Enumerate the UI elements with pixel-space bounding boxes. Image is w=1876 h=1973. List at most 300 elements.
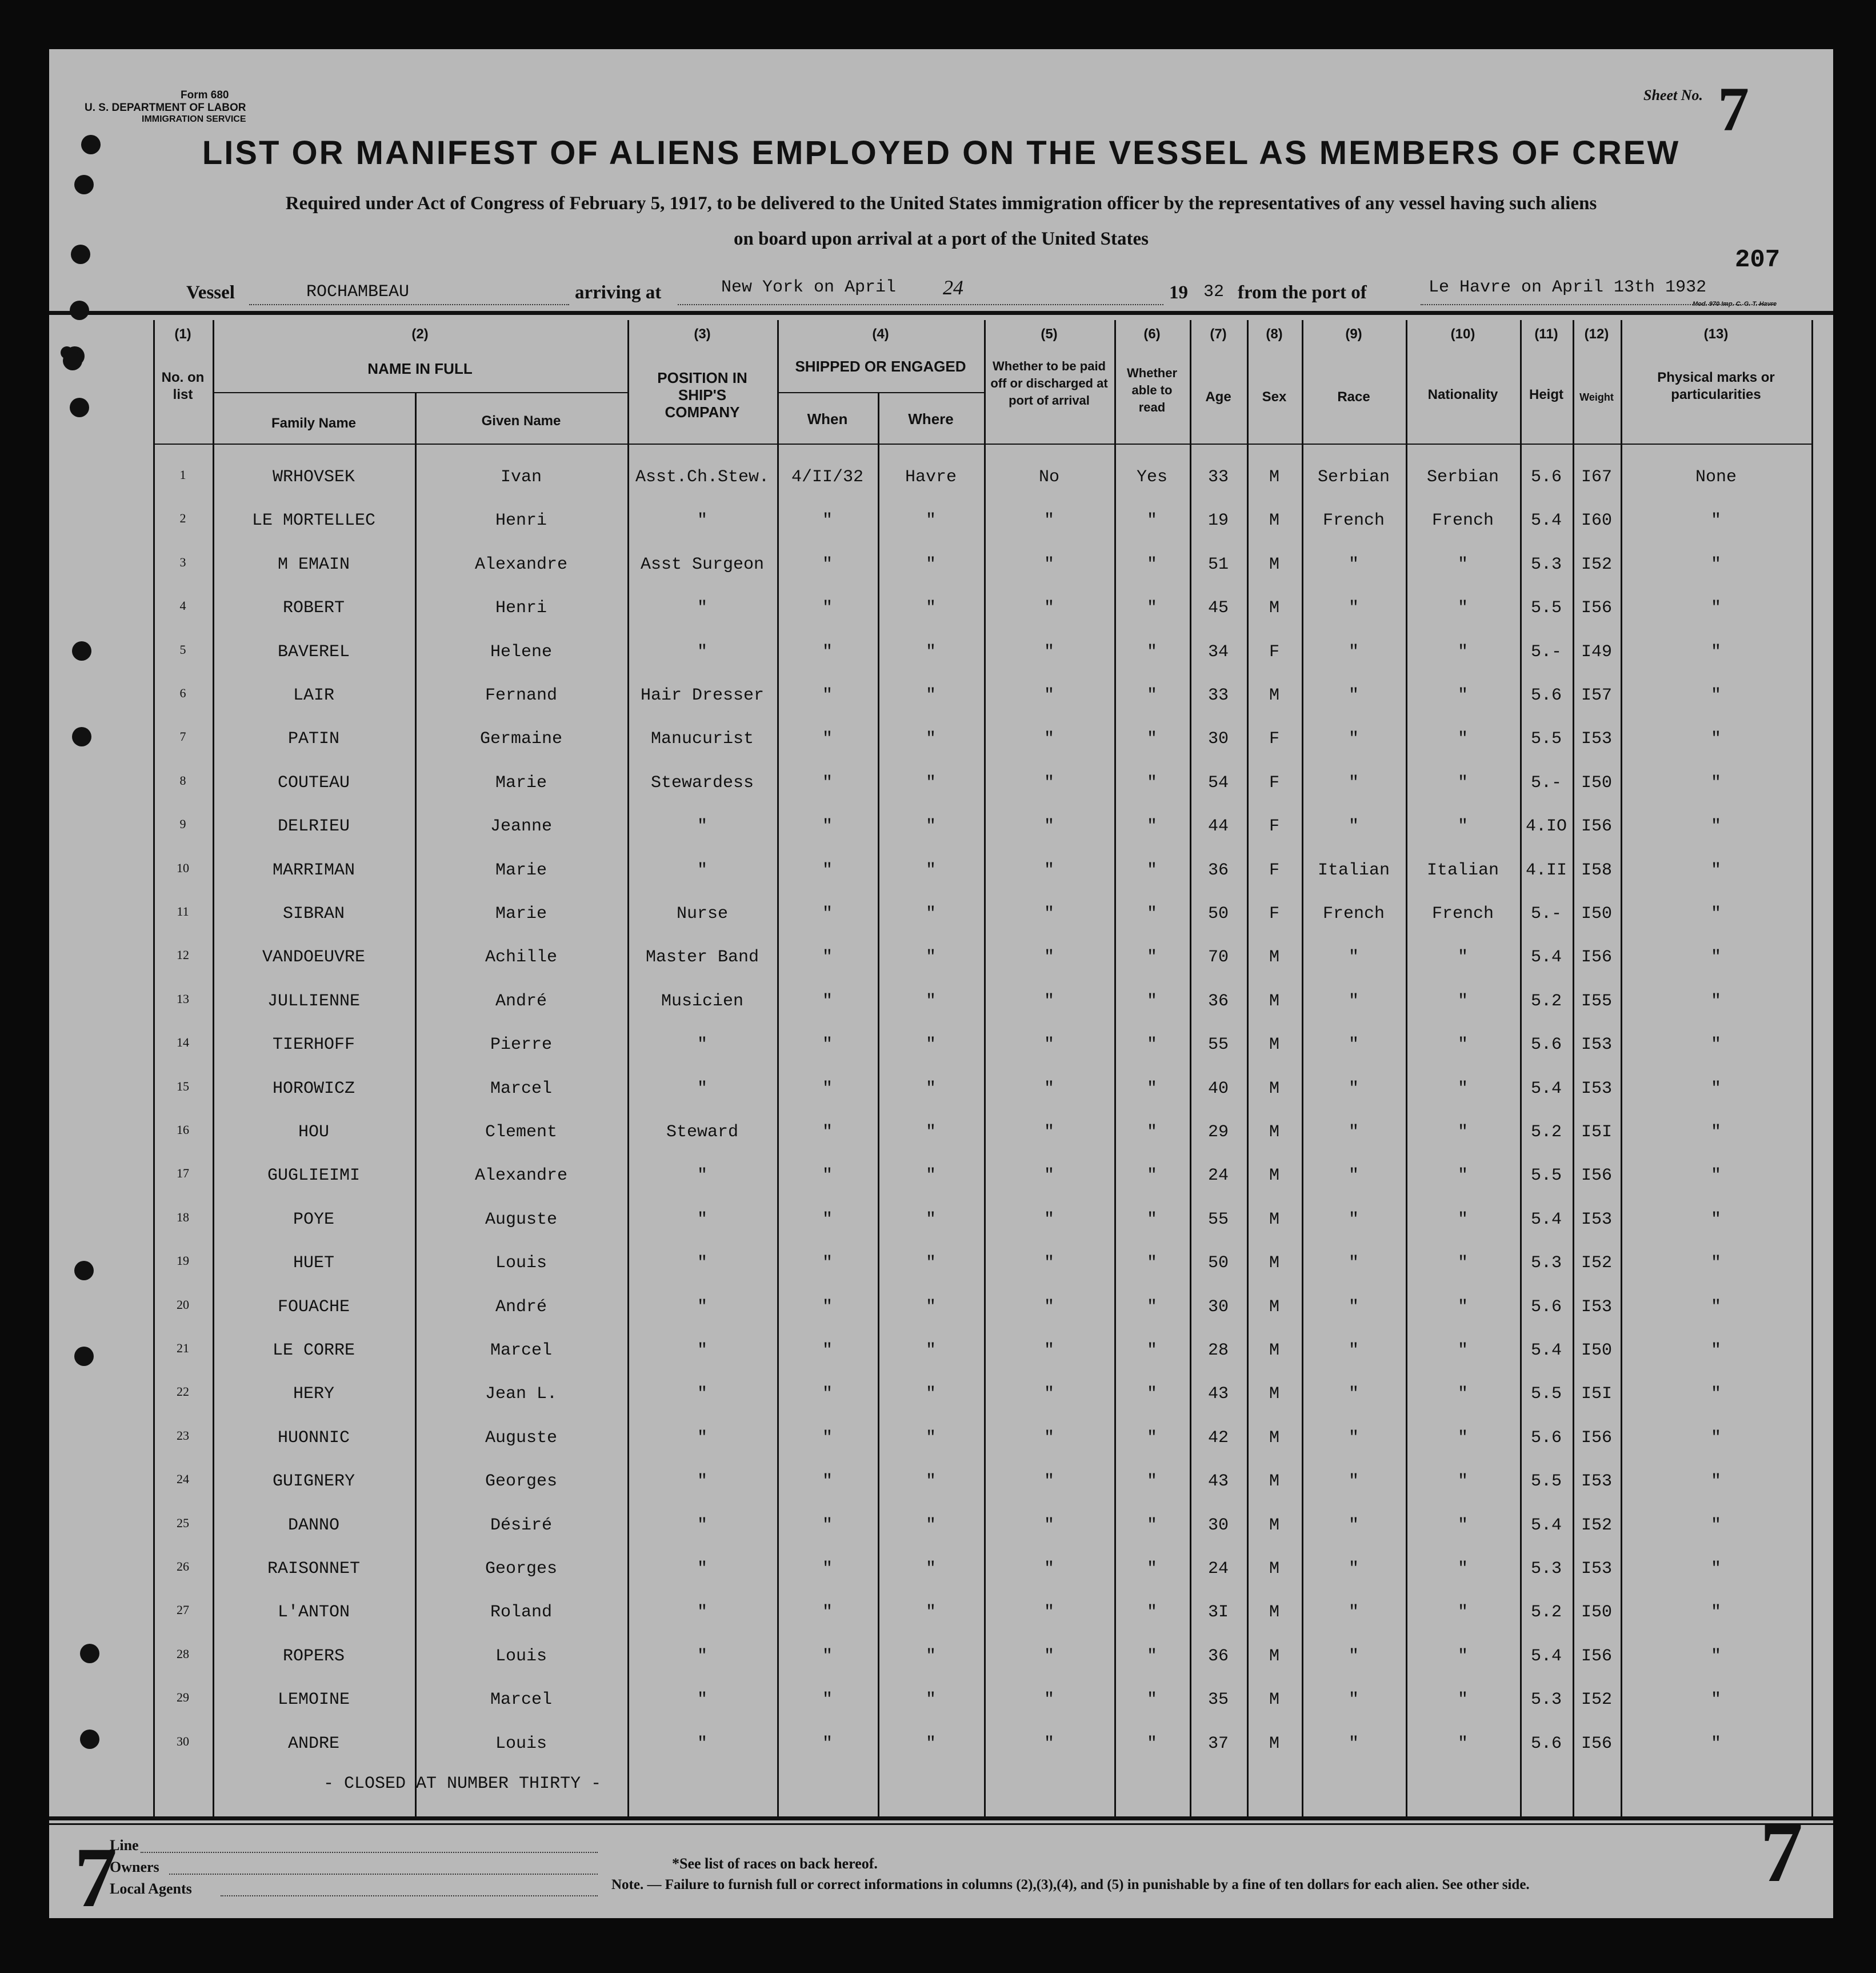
cell-paid-off: " [1043, 1559, 1054, 1579]
cell-weight: I56 [1581, 948, 1612, 968]
cell-physical-marks: " [1710, 991, 1721, 1011]
cell-able-to-read: " [1146, 1603, 1157, 1623]
cell-race: " [1348, 1166, 1359, 1186]
cell-given-name: Roland [490, 1603, 553, 1623]
cell-nationality: " [1457, 642, 1468, 662]
cell-age: 45 [1207, 598, 1229, 618]
cell-weight: I53 [1581, 1472, 1612, 1492]
cell-given-name: Georges [485, 1559, 558, 1579]
cell-physical-marks: " [1710, 1209, 1721, 1229]
cell-paid-off: " [1043, 686, 1054, 705]
cell-able-to-read: " [1146, 860, 1157, 880]
cell-race: " [1348, 1209, 1359, 1229]
cell-position: " [697, 1603, 707, 1623]
cell-weight: I60 [1581, 511, 1612, 531]
cell-family-name: L'ANTON [277, 1603, 350, 1623]
cell-nationality: " [1457, 1079, 1468, 1099]
cell-nationality: Serbian [1426, 468, 1499, 487]
cell-nationality: " [1457, 686, 1468, 705]
cell-able-to-read: " [1146, 1297, 1157, 1317]
cell-height: 5.6 [1530, 1734, 1562, 1754]
cell-nationality: " [1457, 1472, 1468, 1492]
cell-shipped-when: " [822, 1123, 833, 1142]
cell-age: 55 [1207, 1209, 1229, 1229]
cell-able-to-read: " [1146, 511, 1157, 531]
cell-weight: I56 [1581, 1734, 1612, 1754]
cell-able-to-read: " [1146, 598, 1157, 618]
cell-able-to-read: " [1146, 1035, 1157, 1055]
arriving-label: arriving at [575, 282, 662, 303]
cell-race: " [1348, 1559, 1359, 1579]
col10-header: Nationality [1427, 387, 1498, 402]
cell-shipped-where: " [925, 1384, 936, 1404]
cell-shipped-where: " [925, 1690, 936, 1710]
col9-header: Race [1337, 389, 1370, 405]
cell-shipped-where: " [925, 1472, 936, 1492]
cell-shipped-where: " [925, 1515, 936, 1535]
cell-paid-off: " [1043, 554, 1054, 574]
cell-shipped-where: " [925, 729, 936, 749]
cell-physical-marks: " [1710, 598, 1721, 618]
col5-number: (5) [1041, 326, 1058, 342]
cell-able-to-read: " [1146, 1123, 1157, 1142]
page-title: LIST OR MANIFEST OF ALIENS EMPLOYED ON THE VESSEL AS MEMBERS OF CREW [202, 134, 1681, 171]
cell-nationality: " [1457, 1428, 1468, 1448]
cell-age: 44 [1207, 817, 1229, 837]
cell-row-number: 28 [177, 1646, 189, 1661]
col5-header: Whether to be paid off or discharged at port of arrival [990, 359, 1108, 408]
cell-able-to-read: " [1146, 1384, 1157, 1404]
cell-paid-off: " [1043, 598, 1054, 618]
cell-age: 24 [1207, 1166, 1229, 1186]
subtitle-line-2: on board upon arrival at a port of the United States [733, 229, 1149, 249]
cell-position: " [697, 1297, 707, 1317]
cell-race: " [1348, 1341, 1359, 1360]
cell-age: 35 [1207, 1690, 1229, 1710]
cell-race: " [1348, 1035, 1359, 1055]
cell-race: " [1348, 817, 1359, 837]
col10-number: (10) [1450, 326, 1475, 342]
cell-weight: I58 [1581, 860, 1612, 880]
cell-given-name: Désiré [490, 1515, 553, 1535]
cell-given-name: Ivan [500, 468, 542, 487]
cell-age: 51 [1207, 554, 1229, 574]
cell-age: 36 [1207, 991, 1229, 1011]
cell-family-name: GUGLIEIMI [267, 1166, 361, 1186]
owners-label: Owners [110, 1859, 159, 1875]
cell-height: 5.2 [1530, 991, 1562, 1011]
cell-position: " [697, 1472, 707, 1492]
cell-race: French [1322, 511, 1385, 531]
cell-given-name: Louis [495, 1646, 547, 1666]
cell-position: " [697, 1428, 707, 1448]
cell-physical-marks: " [1710, 642, 1721, 662]
cell-family-name: POYE [293, 1209, 334, 1229]
cell-sex: F [1269, 860, 1279, 880]
cell-weight: I5I [1581, 1384, 1612, 1404]
cell-able-to-read: " [1146, 1079, 1157, 1099]
cell-age: 50 [1207, 1253, 1229, 1273]
cell-position: " [697, 1384, 707, 1404]
col1-header: No. on list [161, 370, 205, 402]
cell-shipped-where: " [925, 1734, 936, 1754]
cell-physical-marks: " [1710, 1603, 1721, 1623]
cell-given-name: Henri [495, 598, 547, 618]
cell-race: " [1348, 554, 1359, 574]
col8-header: Sex [1262, 389, 1287, 405]
cell-physical-marks: " [1710, 904, 1721, 924]
cell-position: " [697, 1253, 707, 1273]
cell-shipped-where: " [925, 1253, 936, 1273]
cell-shipped-where: " [925, 1035, 936, 1055]
cell-family-name: LE CORRE [272, 1341, 355, 1360]
cell-paid-off: " [1043, 1646, 1054, 1666]
mod-note: Mod. 970 Imp. C. G. T. Havre [1693, 301, 1777, 307]
col12-number: (12) [1584, 326, 1609, 342]
cell-given-name: Helene [490, 642, 553, 662]
vessel-label: Vessel [186, 282, 235, 303]
cell-height: 5.6 [1530, 1297, 1562, 1317]
subtitle-line-1: Required under Act of Congress of February 5, 1917, to be delivered to the United States immigration officer by the representatives of any vessel having such aliens [285, 193, 1597, 214]
cell-weight: I50 [1581, 1341, 1612, 1360]
cell-weight: I56 [1581, 598, 1612, 618]
cell-shipped-where: " [925, 991, 936, 1011]
cell-able-to-read: " [1146, 1646, 1157, 1666]
col11-header: Heigt [1529, 387, 1563, 402]
cell-sex: M [1269, 1472, 1279, 1492]
cell-weight: I57 [1581, 686, 1612, 705]
cell-age: 3I [1207, 1603, 1229, 1623]
cell-shipped-when: " [822, 511, 833, 531]
cell-race: " [1348, 1297, 1359, 1317]
cell-family-name: PATIN [287, 729, 339, 749]
cell-shipped-when: " [822, 1209, 833, 1229]
cell-position: " [697, 1035, 707, 1055]
cell-row-number: 4 [179, 598, 186, 613]
cell-row-number: 5 [179, 642, 186, 657]
cell-family-name: ROPERS [282, 1646, 345, 1666]
cell-row-number: 13 [177, 991, 189, 1006]
cell-height: 5.2 [1530, 1123, 1562, 1142]
col2-header: NAME IN FULL [367, 360, 473, 377]
cell-sex: F [1269, 642, 1279, 662]
cell-position: " [697, 598, 707, 618]
cell-nationality: " [1457, 1166, 1468, 1186]
cell-nationality: " [1457, 817, 1468, 837]
col6-header: Whether able to read [1127, 366, 1177, 414]
cell-weight: I53 [1581, 1297, 1612, 1317]
cell-shipped-where: " [925, 904, 936, 924]
owners-dotted [169, 1874, 598, 1875]
cell-family-name: SIBRAN [282, 904, 345, 924]
cell-age: 54 [1207, 773, 1229, 793]
cell-position: " [697, 860, 707, 880]
cell-age: 30 [1207, 1515, 1229, 1535]
col3-header: POSITION IN SHIP'S COMPANY [657, 369, 747, 421]
service: IMMIGRATION SERVICE [142, 114, 246, 124]
cell-race: " [1348, 1428, 1359, 1448]
agents-dotted [221, 1895, 598, 1896]
cell-position: " [697, 1341, 707, 1360]
cell-physical-marks: " [1710, 1079, 1721, 1099]
cell-height: 5.4 [1530, 1646, 1562, 1666]
cell-height: 4.II [1525, 860, 1567, 880]
cell-given-name: Jean L. [485, 1384, 558, 1404]
local-agents-label: Local Agents [110, 1880, 192, 1897]
cell-height: 5.6 [1530, 468, 1562, 487]
cell-race: " [1348, 1646, 1359, 1666]
cell-nationality: " [1457, 1341, 1468, 1360]
col11-number: (11) [1534, 326, 1558, 342]
cell-age: 36 [1207, 1646, 1229, 1666]
cell-family-name: ANDRE [287, 1734, 339, 1754]
cell-nationality: " [1457, 1734, 1468, 1754]
cell-paid-off: " [1043, 1166, 1054, 1186]
cell-shipped-when: " [822, 817, 833, 837]
cell-shipped-where: " [925, 1559, 936, 1579]
cell-physical-marks: " [1710, 773, 1721, 793]
cell-physical-marks: " [1710, 1515, 1721, 1535]
cell-weight: I53 [1581, 1559, 1612, 1579]
cell-shipped-when: " [822, 1035, 833, 1055]
cell-physical-marks: " [1710, 1384, 1721, 1404]
cell-given-name: Auguste [485, 1428, 558, 1448]
cell-age: 50 [1207, 904, 1229, 924]
cell-sex: M [1269, 1515, 1279, 1535]
cell-age: 30 [1207, 729, 1229, 749]
cell-sex: M [1269, 1079, 1279, 1099]
department: U. S. DEPARTMENT OF LABOR [85, 102, 246, 114]
cell-position: " [697, 1690, 707, 1710]
cell-nationality: " [1457, 554, 1468, 574]
cell-family-name: HOU [298, 1123, 329, 1142]
cell-given-name: Fernand [485, 686, 558, 705]
cell-row-number: 18 [177, 1209, 189, 1224]
cell-given-name: Germaine [479, 729, 563, 749]
cell-able-to-read: " [1146, 1209, 1157, 1229]
cell-shipped-where: " [925, 642, 936, 662]
cell-race: Italian [1317, 860, 1390, 880]
cell-age: 42 [1207, 1428, 1229, 1448]
cell-weight: I53 [1581, 1079, 1612, 1099]
cell-position: " [697, 1166, 707, 1186]
cell-age: 29 [1207, 1123, 1229, 1142]
cell-given-name: Marcel [490, 1341, 553, 1360]
cell-weight: I53 [1581, 729, 1612, 749]
cell-height: 5.4 [1530, 948, 1562, 968]
cell-nationality: " [1457, 773, 1468, 793]
from-port-label: from the port of [1238, 282, 1367, 303]
cell-shipped-where: " [925, 860, 936, 880]
cell-able-to-read: " [1146, 1428, 1157, 1448]
cell-row-number: 23 [177, 1428, 189, 1443]
cell-shipped-when: " [822, 1734, 833, 1754]
cell-physical-marks: " [1710, 948, 1721, 968]
cell-row-number: 19 [177, 1253, 189, 1268]
cell-shipped-when: " [822, 1079, 833, 1099]
cell-shipped-when: " [822, 686, 833, 705]
cell-physical-marks: " [1710, 686, 1721, 705]
cell-weight: I53 [1581, 1035, 1612, 1055]
cell-height: 5.2 [1530, 1603, 1562, 1623]
cell-given-name: Henri [495, 511, 547, 531]
cell-weight: I56 [1581, 1166, 1612, 1186]
cell-age: 55 [1207, 1035, 1229, 1055]
arrival-port: New York on April [721, 278, 897, 297]
line-label: Line [110, 1837, 139, 1854]
cell-given-name: Marcel [490, 1690, 553, 1710]
cell-paid-off: " [1043, 1123, 1054, 1142]
cell-shipped-where: " [925, 773, 936, 793]
cell-family-name: HOROWICZ [272, 1079, 355, 1099]
stamp-number: 207 [1735, 246, 1781, 274]
cell-position: " [697, 1079, 707, 1099]
cell-height: 5.4 [1530, 1209, 1562, 1229]
cell-age: 19 [1207, 511, 1229, 531]
cell-shipped-when: " [822, 860, 833, 880]
col1-number: (1) [174, 326, 191, 342]
cell-row-number: 29 [177, 1690, 189, 1705]
cell-paid-off: " [1043, 1603, 1054, 1623]
col2a-header: Family Name [271, 416, 357, 431]
cell-height: 5.5 [1530, 729, 1562, 749]
cell-paid-off: " [1043, 1209, 1054, 1229]
cell-sex: M [1269, 1646, 1279, 1666]
cell-position: " [697, 642, 707, 662]
cell-position: Asst Surgeon [640, 554, 765, 574]
cell-physical-marks: None [1695, 468, 1737, 487]
cell-shipped-where: " [925, 1603, 936, 1623]
cell-sex: M [1269, 1209, 1279, 1229]
cell-family-name: DELRIEU [277, 817, 350, 837]
cell-nationality: " [1457, 1603, 1468, 1623]
cell-shipped-when: " [822, 1603, 833, 1623]
cell-family-name: MARRIMAN [272, 860, 355, 880]
cell-race: " [1348, 1515, 1359, 1535]
cell-race: Serbian [1317, 468, 1390, 487]
cell-physical-marks: " [1710, 1123, 1721, 1142]
cell-race: " [1348, 642, 1359, 662]
penalty-note: Note. — Failure to furnish full or correct informations in columns (2),(3),(4), and (5) in punishable by a fine of ten dollars for each alien. See other side. [611, 1877, 1530, 1892]
cell-able-to-read: " [1146, 773, 1157, 793]
cell-row-number: 2 [179, 511, 186, 526]
cell-shipped-when: " [822, 773, 833, 793]
cell-position: " [697, 1734, 707, 1754]
col4a-header: When [807, 410, 848, 428]
cell-height: 5.6 [1530, 1035, 1562, 1055]
cell-row-number: 22 [177, 1384, 189, 1399]
cell-given-name: Alexandre [474, 1166, 568, 1186]
cell-shipped-where: " [925, 554, 936, 574]
cell-shipped-when: " [822, 729, 833, 749]
cell-able-to-read: " [1146, 729, 1157, 749]
cell-nationality: " [1457, 1646, 1468, 1666]
cell-nationality: " [1457, 991, 1468, 1011]
cell-given-name: Clement [485, 1123, 558, 1142]
cell-weight: I52 [1581, 1515, 1612, 1535]
cell-row-number: 3 [179, 554, 186, 569]
cell-given-name: Georges [485, 1472, 558, 1492]
cell-able-to-read: Yes [1136, 468, 1167, 487]
cell-able-to-read: " [1146, 1515, 1157, 1535]
cell-height: 5.4 [1530, 1341, 1562, 1360]
cell-physical-marks: " [1710, 1559, 1721, 1579]
cell-shipped-when: " [822, 991, 833, 1011]
cell-family-name: HERY [293, 1384, 334, 1404]
cell-shipped-where: " [925, 1209, 936, 1229]
cell-weight: I56 [1581, 817, 1612, 837]
cell-row-number: 17 [177, 1166, 189, 1181]
cell-row-number: 30 [177, 1734, 189, 1748]
cell-paid-off: " [1043, 773, 1054, 793]
cell-row-number: 7 [179, 729, 186, 744]
cell-sex: M [1269, 1428, 1279, 1448]
cell-sex: M [1269, 991, 1279, 1011]
cell-weight: I52 [1581, 1253, 1612, 1273]
cell-shipped-when: " [822, 1515, 833, 1535]
cell-paid-off: " [1043, 642, 1054, 662]
cell-weight: I55 [1581, 991, 1612, 1011]
vessel-name: ROCHAMBEAU [306, 282, 410, 302]
cell-height: 5.4 [1530, 511, 1562, 531]
cell-physical-marks: " [1710, 1472, 1721, 1492]
cell-paid-off: " [1043, 948, 1054, 968]
cell-height: 5.- [1530, 904, 1562, 924]
cell-physical-marks: " [1710, 554, 1721, 574]
cell-sex: M [1269, 948, 1279, 968]
cell-able-to-read: " [1146, 1559, 1157, 1579]
cell-weight: I52 [1581, 1690, 1612, 1710]
col12-header: Weight [1579, 392, 1614, 403]
cell-shipped-when: " [822, 948, 833, 968]
cell-weight: I50 [1581, 904, 1612, 924]
cell-height: 5.4 [1530, 1515, 1562, 1535]
cell-shipped-when: " [822, 1472, 833, 1492]
cell-position: Nurse [676, 904, 728, 924]
cell-family-name: LE MORTELLEC [251, 511, 376, 531]
cell-height: 5.5 [1530, 598, 1562, 618]
cell-sex: M [1269, 468, 1279, 487]
cell-shipped-where: " [925, 686, 936, 705]
cell-able-to-read: " [1146, 554, 1157, 574]
cell-sex: M [1269, 1603, 1279, 1623]
col2-number: (2) [411, 326, 429, 342]
cell-race: " [1348, 729, 1359, 749]
cell-position: " [697, 1209, 707, 1229]
cell-shipped-when: " [822, 1690, 833, 1710]
cell-height: 5.5 [1530, 1472, 1562, 1492]
cell-row-number: 27 [177, 1603, 189, 1617]
cell-shipped-when: 4/II/32 [791, 468, 864, 487]
cell-race: " [1348, 773, 1359, 793]
cell-given-name: Marie [495, 773, 547, 793]
cell-nationality: " [1457, 1384, 1468, 1404]
cell-nationality: " [1457, 1559, 1468, 1579]
cell-position: Manucurist [650, 729, 754, 749]
cell-race: " [1348, 1603, 1359, 1623]
cell-able-to-read: " [1146, 1166, 1157, 1186]
cell-shipped-when: " [822, 1166, 833, 1186]
cell-row-number: 26 [177, 1559, 189, 1573]
cell-given-name: Auguste [485, 1209, 558, 1229]
cell-paid-off: " [1043, 1428, 1054, 1448]
cell-shipped-where: " [925, 1428, 936, 1448]
cell-age: 33 [1207, 686, 1229, 705]
cell-age: 30 [1207, 1297, 1229, 1317]
col8-number: (8) [1266, 326, 1283, 342]
cell-paid-off: " [1043, 1341, 1054, 1360]
cell-paid-off: " [1043, 1515, 1054, 1535]
